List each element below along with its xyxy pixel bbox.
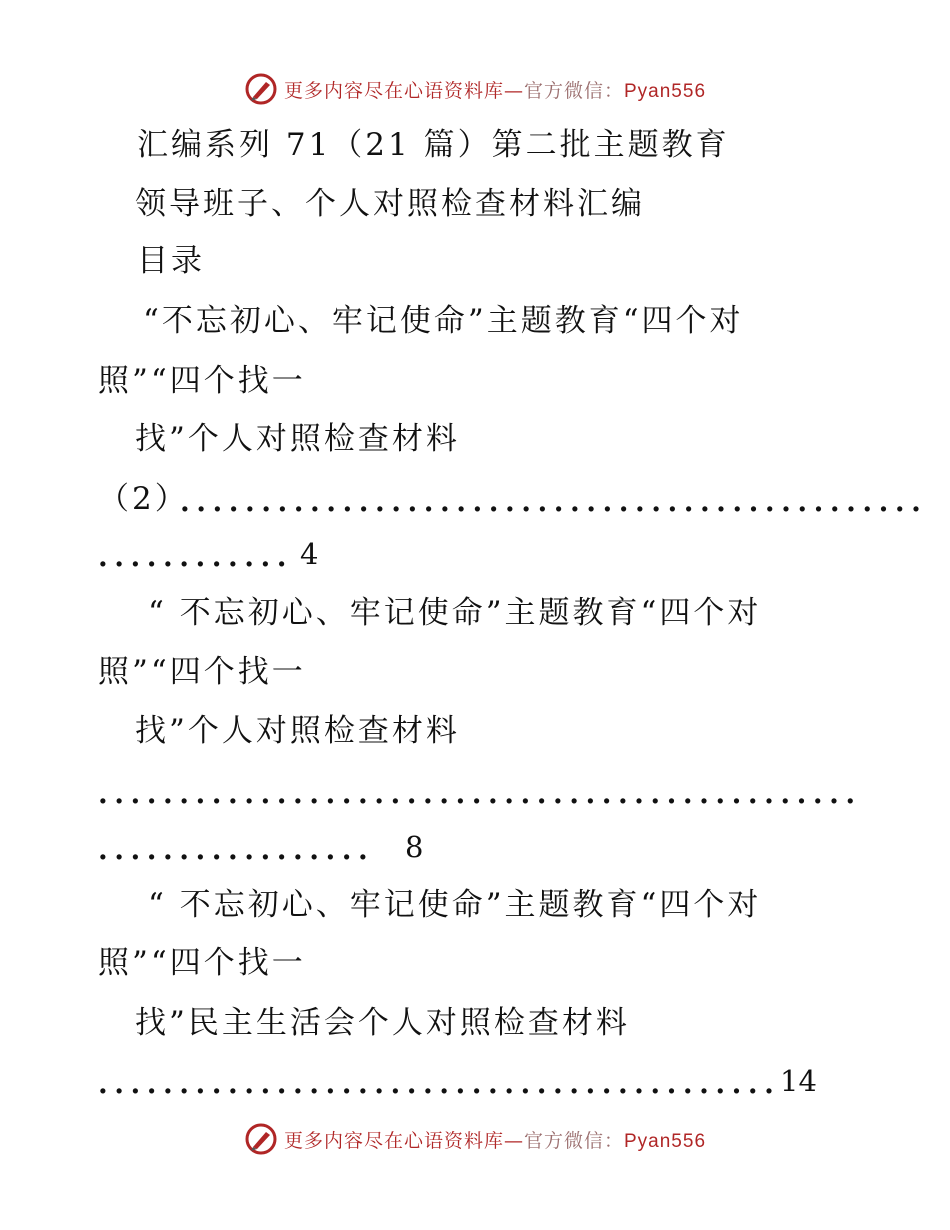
banner-site-text: 更多内容尽在心语资料库: [283, 79, 504, 102]
banner-dash: —: [503, 79, 524, 102]
toc-leader-dots: .................: [98, 833, 375, 866]
toc-entry-1-line-3: 找”个人对照检查材料: [135, 421, 460, 457]
toc-leader-dots: ..............................................: [180, 485, 928, 518]
toc-leader-dots: ..........................................: [98, 1067, 781, 1100]
header-watermark-banner: [0, 72, 950, 106]
doc-title-line-1: 汇编系列 71（21 篇）第二批主题教育: [137, 127, 730, 163]
toc-entry-2-line-1: “ 不忘初心、牢记使命”主题教育“四个对: [148, 595, 762, 631]
toc-entry-2-page: 8: [405, 830, 424, 864]
footer-watermark-banner: [0, 1122, 950, 1156]
toc-leader-dots: ...............................................: [98, 777, 862, 810]
toc-entry-1-line-4: （2）: [98, 481, 189, 517]
toc-entry-2-line-2: 照”“四个找一: [98, 654, 306, 690]
banner-wechat-id: Pyan556: [624, 1130, 707, 1152]
banner-wechat-id: Pyan556: [624, 80, 707, 102]
toc-entry-3-line-1: “ 不忘初心、牢记使命”主题教育“四个对: [148, 887, 762, 923]
banner-wechat-label: 官方微信：: [523, 1129, 624, 1152]
toc-entry-2-line-3: 找”个人对照检查材料: [135, 713, 460, 749]
banner-dash: —: [503, 1129, 524, 1152]
pen-logo-icon: [244, 72, 278, 106]
banner-site-text: 更多内容尽在心语资料库: [283, 1129, 504, 1152]
toc-entry-3-page: 14: [780, 1064, 817, 1098]
toc-entry-3-line-3: 找”民主生活会个人对照检查材料: [135, 1005, 630, 1041]
toc-heading: 目录: [137, 243, 205, 279]
toc-entry-1-line-1: “不忘初心、牢记使命”主题教育“四个对: [143, 303, 744, 339]
toc-leader-dots: ............: [98, 540, 293, 573]
toc-entry-1-line-2: 照”“四个找一: [98, 363, 306, 399]
toc-entry-1-page: 4: [300, 537, 319, 571]
pen-logo-icon: [244, 1122, 278, 1156]
banner-wechat-label: 官方微信：: [523, 79, 624, 102]
toc-entry-3-line-2: 照”“四个找一: [98, 945, 306, 981]
doc-title-line-2: 领导班子、个人对照检查材料汇编: [135, 186, 645, 222]
